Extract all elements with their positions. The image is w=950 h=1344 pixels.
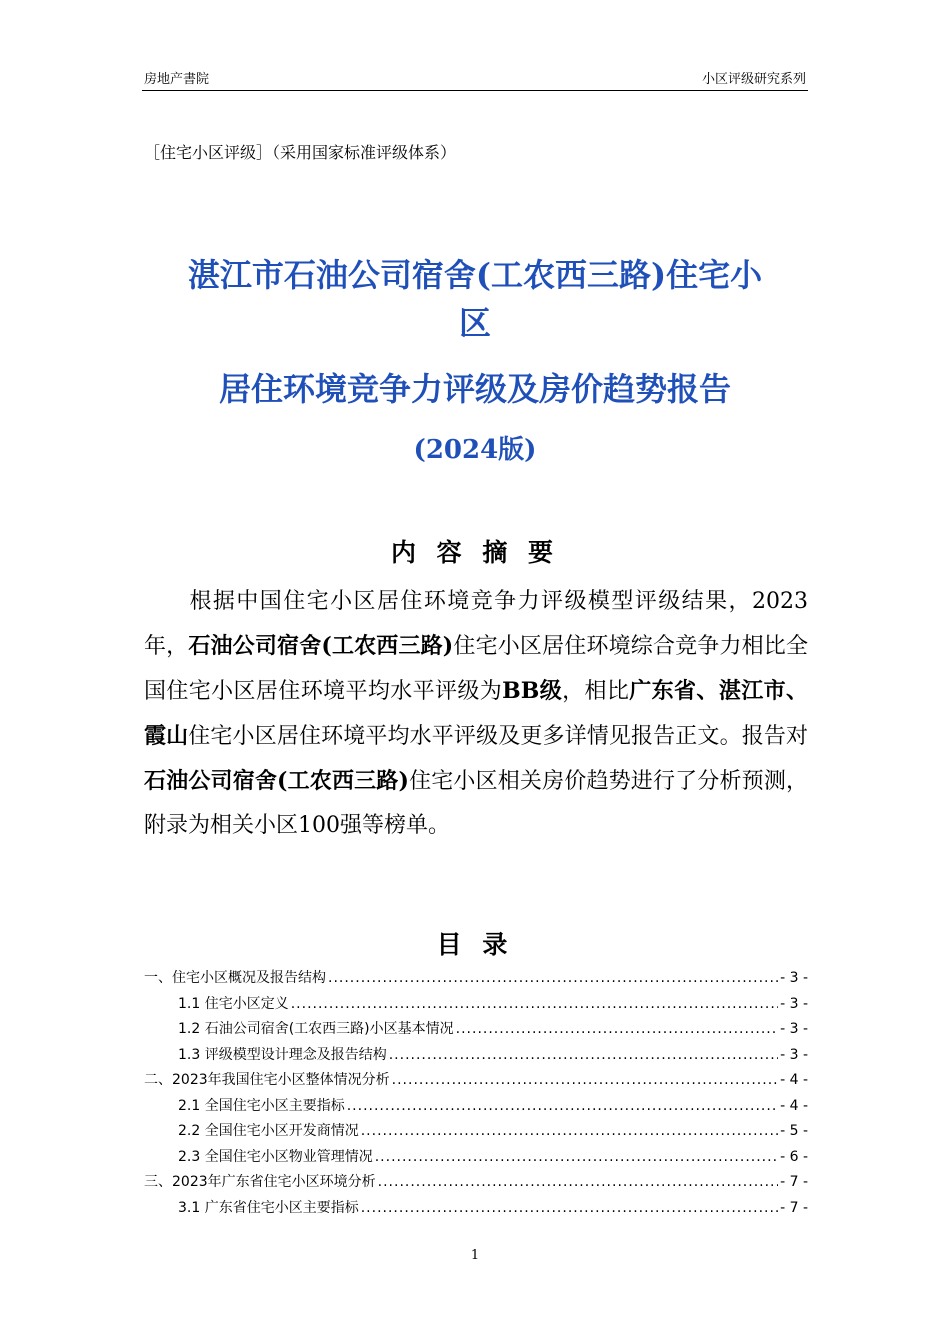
toc-entry-page: - 3 - [780,1021,808,1037]
abstract-rating: BB级 [502,678,563,704]
toc-entry-page: - 7 - [780,1174,808,1190]
toc-entry-title: 1.2 石油公司宿舍(工农西三路)小区基本情况 [178,1021,454,1037]
toc-entry-page: - 4 - [780,1072,808,1088]
abstract-text: 住宅小区居住环境平均水平评级及更多详情见报告正文。报告对 [188,724,808,749]
page-number: 1 [470,1248,480,1263]
toc-leader [361,1196,778,1222]
toc-entry-title: 2.2 全国住宅小区开发商情况 [178,1123,359,1139]
title-line-1: 湛江市石油公司宿舍(工农西三路)住宅小 [187,256,763,294]
report-category: ［住宅小区评级］（采用国家标准评级体系） [144,143,457,162]
toc-leader [456,1017,778,1043]
toc-leader [328,966,778,992]
toc-entry-page: - 7 - [780,1199,808,1216]
toc-entry[interactable] [144,966,808,992]
toc-entry[interactable] [144,1068,808,1094]
abstract-bold-text: 石油公司宿舍(工农西三路) [144,768,409,794]
toc-entry[interactable] [144,1170,808,1196]
toc-entry-page: - 3 - [780,1046,808,1063]
toc-entry[interactable] [144,1017,808,1043]
abstract-bold-text: 石油公司宿舍(工农西三路) [188,633,454,659]
abstract-text: 根据中国住宅小区居住环境竞争力评级模型评级结果，2023年， [144,589,808,659]
toc-leader [361,1119,778,1145]
toc-entry-page: - 6 - [780,1148,808,1165]
toc-leader [378,1170,778,1196]
toc-entry-title: 1.3 评级模型设计理念及报告结构 [178,1046,387,1063]
toc-entry-title: 1.1 住宅小区定义 [178,995,289,1012]
abstract-text: ，相比 [562,679,630,704]
toc-entry[interactable] [144,992,808,1018]
toc-entry-page: - 4 - [780,1097,808,1114]
title-line-3: 居住环境竞争力评级及房价趋势报告 [218,370,731,408]
title-edition: (2024版) [413,435,537,465]
header-divider [142,90,808,91]
toc-leader [291,992,778,1018]
toc-entry[interactable] [144,1043,808,1069]
toc-entry[interactable] [144,1145,808,1171]
toc-entry-title: 2.3 全国住宅小区物业管理情况 [178,1148,373,1165]
table-of-contents [144,966,808,1221]
header-left-text: 房地产書院 [144,72,210,87]
toc-entry-title: 二、2023年我国住宅小区整体情况分析 [144,1072,390,1088]
title-line-2: 区 [458,304,491,342]
toc-leader [389,1043,778,1069]
toc-entry-page: - 3 - [780,995,808,1012]
toc-entry-title: 2.1 全国住宅小区主要指标 [178,1097,345,1114]
toc-heading: 目 录 [436,930,514,959]
toc-entry[interactable] [144,1119,808,1145]
toc-entry-page: - 3 - [780,970,808,986]
abstract-text: 住宅小区居住环境综合竞争力相比全国住宅小区居住环境平均水平评级为 [144,634,808,704]
toc-entry-title: 3.1 广东省住宅小区主要指标 [178,1199,359,1216]
abstract-text: 住宅小区相关房价趋势进行了分析预测，附录为相关小区100强等榜单。 [144,769,808,838]
header-right-text: 小区评级研究系列 [701,72,806,87]
toc-leader [347,1094,778,1120]
toc-entry-page: - 5 - [780,1123,808,1139]
toc-entry-title: 一、住宅小区概况及报告结构 [144,970,326,986]
toc-entry-title: 三、2023年广东省住宅小区环境分析 [144,1174,376,1190]
toc-leader [392,1068,778,1094]
abstract-heading: 内 容 摘 要 [390,538,560,567]
toc-entry[interactable] [144,1094,808,1120]
toc-leader [375,1145,778,1171]
abstract-body [144,580,808,848]
toc-entry[interactable] [144,1196,808,1222]
abstract-bold-text: 广东省、湛江市、霞山 [144,678,808,749]
